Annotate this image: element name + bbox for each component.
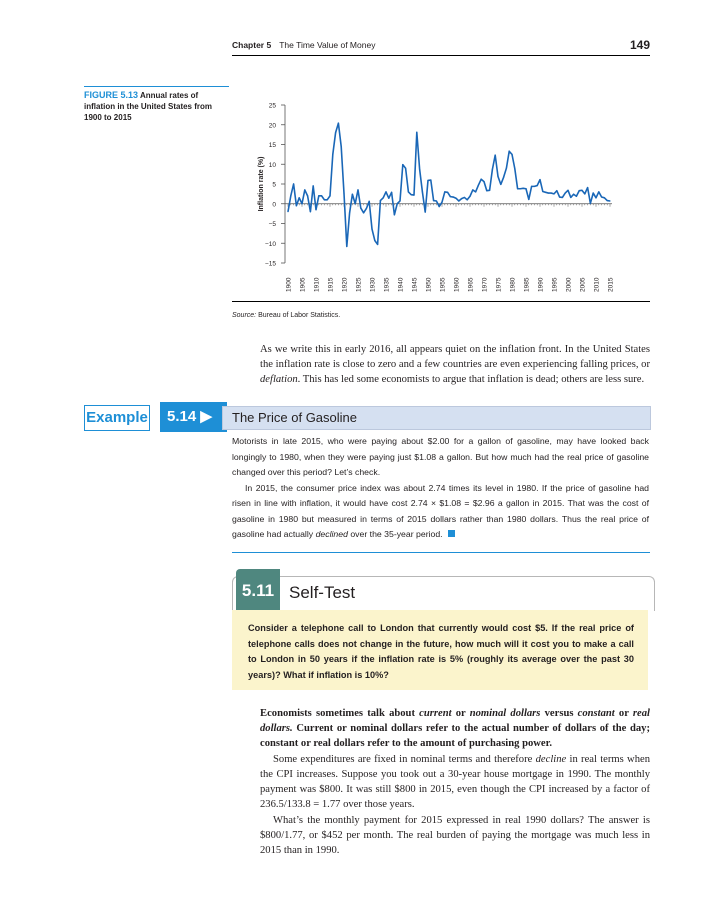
data-point <box>450 196 451 197</box>
x-tick-label: 1985 <box>523 277 531 292</box>
data-point <box>343 193 344 194</box>
data-point <box>310 211 311 212</box>
data-point <box>458 200 459 201</box>
data-point <box>377 244 378 245</box>
data-point <box>520 188 521 189</box>
y-tick-label: −5 <box>268 221 276 228</box>
data-point <box>299 197 300 198</box>
data-point <box>553 193 554 194</box>
data-point <box>525 188 526 189</box>
data-point <box>327 199 328 200</box>
x-tick-label: 1970 <box>481 277 489 292</box>
example-number: 5.14 ▶ <box>160 402 227 432</box>
data-point <box>338 123 339 124</box>
data-point <box>399 200 400 201</box>
data-point <box>290 195 291 196</box>
definition-sentence <box>260 708 650 749</box>
y-axis-label: Inflation rate (%) <box>258 156 265 212</box>
data-point <box>514 168 515 169</box>
example-paragraph-1: Motorists in late 2015, who were paying about $2.00 for a gallon of gasoline, may have looked back longingly to 1980, when they were paying just $1.08 a gallon. But how much had the real price of gasoline changed over this period? Let’s check. <box>232 436 649 477</box>
def-rest: Current or nominal dollars refer to the actual number of dollars of the day; constant or real dollars refer to the amount of purchasing power. <box>260 723 650 749</box>
data-point <box>486 190 487 191</box>
mortgage-text-1: Some expenditures are fixed in nominal terms and therefore <box>273 754 536 765</box>
data-point <box>545 192 546 193</box>
data-point <box>593 192 594 193</box>
data-point <box>397 203 398 204</box>
x-tick-label: 1955 <box>439 277 447 292</box>
source-label: Source: <box>232 312 257 319</box>
x-tick-label: 2015 <box>607 277 615 292</box>
data-point <box>601 196 602 197</box>
data-point <box>318 195 319 196</box>
data-point <box>523 188 524 189</box>
data-point <box>539 179 540 180</box>
data-point <box>391 192 392 193</box>
data-point <box>441 202 442 203</box>
data-point <box>511 154 512 155</box>
x-tick-label: 1925 <box>355 277 363 292</box>
y-tick-label: 25 <box>268 102 276 110</box>
data-point <box>537 185 538 186</box>
x-tick-label: 1900 <box>285 277 293 292</box>
data-point <box>408 191 409 192</box>
def-or-1: or <box>451 708 470 719</box>
example-p2-text: In 2015, the consumer price index was about 2.74 times its level in 1980. If the price of gasoline had risen in line with inflation, it would have cost 2.74 × $1.08 = $2.96 a gallon in 2015. That was the cost of gasoline in 1980 but measured in terms of 2015 dollars rather than 1980 dollars. Thus the real price of gasoline had actually <box>232 482 649 539</box>
data-point <box>500 184 501 185</box>
data-point <box>335 132 336 133</box>
data-point <box>293 183 294 184</box>
data-point <box>355 203 356 204</box>
data-point <box>509 151 510 152</box>
data-point <box>453 196 454 197</box>
y-tick-label: 10 <box>268 161 276 169</box>
data-point <box>469 196 470 197</box>
mortgage-text-2: in real terms when the CPI increases. Suppose you took out a 30-year house mortgage in 1990. The monthly payment was $800. It was still $800 in 2015, even though the CPI increased by a factor of 236.5/133.8 = 1.77 over those years. <box>260 754 650 810</box>
data-point <box>369 201 370 202</box>
real-payment-paragraph: What’s the monthly payment for 2015 expressed in real 1990 dollars? The answer is $800/1.77, or $452 per month. The real burden of paying the mortgage was much less in 2015 than in 1990. <box>260 815 650 856</box>
def-versus: versus <box>540 708 578 719</box>
data-point <box>492 169 493 170</box>
mortgage-paragraph <box>260 752 650 812</box>
example-label: Example <box>84 405 150 431</box>
data-point <box>357 189 358 190</box>
data-point <box>329 195 330 196</box>
nominal-real-paragraph <box>260 706 650 751</box>
data-point <box>307 195 308 196</box>
data-point <box>548 192 549 193</box>
data-point <box>439 206 440 207</box>
inflation-chart <box>0 0 702 320</box>
x-tick-label: 2000 <box>565 277 573 292</box>
y-tick-label: −15 <box>264 260 276 268</box>
example-end-rule <box>232 552 650 553</box>
data-point <box>349 212 350 213</box>
data-point <box>405 168 406 169</box>
x-tick-label: 1975 <box>495 277 503 292</box>
data-point <box>565 192 566 193</box>
data-point <box>581 190 582 191</box>
data-point <box>321 195 322 196</box>
x-tick-label: 1935 <box>383 277 391 292</box>
data-point <box>380 200 381 201</box>
data-point <box>352 194 353 195</box>
data-point <box>411 194 412 195</box>
data-point <box>394 214 395 215</box>
data-point <box>388 198 389 199</box>
x-tick-label: 1940 <box>397 277 405 292</box>
data-point <box>363 212 364 213</box>
data-point <box>315 209 316 210</box>
data-point <box>433 200 434 201</box>
data-point <box>472 189 473 190</box>
data-point <box>528 199 529 200</box>
data-point <box>447 192 448 193</box>
data-point <box>360 207 361 208</box>
figure-caption-text: Annual rates of inflation in the United States from 1900 to 2015 <box>84 91 213 122</box>
data-point <box>573 194 574 195</box>
selftest-title: Self-Test <box>289 583 356 602</box>
data-point <box>475 191 476 192</box>
data-point <box>590 203 591 204</box>
x-tick-label: 1920 <box>341 277 349 292</box>
data-point <box>478 185 479 186</box>
x-tick-label: 1965 <box>467 277 475 292</box>
data-point <box>562 197 563 198</box>
data-point <box>587 187 588 188</box>
data-point <box>531 186 532 187</box>
data-point <box>371 228 372 229</box>
data-point <box>483 181 484 182</box>
data-point <box>556 190 557 191</box>
y-tick-label: 5 <box>272 181 276 189</box>
data-point <box>436 200 437 201</box>
def-part-1: Economists sometimes talk about <box>260 708 420 719</box>
x-tick-label: 1980 <box>509 277 517 292</box>
figure-source <box>232 312 340 319</box>
data-point <box>495 155 496 156</box>
figure-label: FIGURE 5.13 <box>84 90 139 100</box>
data-point <box>416 132 417 133</box>
data-point <box>579 190 580 191</box>
data-point <box>576 196 577 197</box>
x-tick-label: 1930 <box>369 277 377 292</box>
example-body <box>232 434 649 543</box>
data-point <box>595 197 596 198</box>
data-point <box>346 246 347 247</box>
data-point <box>503 177 504 178</box>
y-tick-label: 15 <box>268 142 276 149</box>
end-of-example-icon <box>448 530 455 537</box>
data-point <box>467 199 468 200</box>
data-point <box>383 197 384 198</box>
data-point <box>425 211 426 212</box>
def-em-nominal: nominal dollars <box>469 708 541 719</box>
x-tick-label: 2005 <box>579 277 587 292</box>
def-em-real: real dollars. <box>260 708 650 734</box>
data-point <box>301 203 302 204</box>
data-point <box>517 188 518 189</box>
data-point <box>402 164 403 165</box>
x-tick-label: 1950 <box>425 277 433 292</box>
data-point <box>413 194 414 195</box>
intro-paragraph <box>260 342 650 387</box>
x-tick-label: 1960 <box>453 277 461 292</box>
data-point <box>296 205 297 206</box>
x-tick-label: 1995 <box>551 277 559 292</box>
selftest-text: Consider a telephone call to London that currently would cost $5. If the real price of telephone calls does not change in the future, how much will it cost you to make a call to London in 50 years if the inflation rate is 5% (roughly its average over the past 30 years)? What if inflation is 10%? <box>248 623 634 680</box>
data-point <box>419 168 420 169</box>
figure-bottom-rule <box>232 301 650 302</box>
y-tick-label: −10 <box>264 240 276 248</box>
inflation-series-line <box>288 123 610 246</box>
data-point <box>534 186 535 187</box>
example-paragraph-2 <box>232 481 649 543</box>
chapter-title: The Time Value of Money <box>279 40 376 50</box>
data-point <box>422 191 423 192</box>
example-title: The Price of Gasoline <box>232 410 358 425</box>
x-tick-label: 1905 <box>299 277 307 292</box>
y-tick-label: 0 <box>272 201 276 209</box>
data-point <box>570 197 571 198</box>
mortgage-em: decline <box>535 754 567 765</box>
page-number: 149 <box>629 38 650 52</box>
data-point <box>542 191 543 192</box>
data-point <box>559 196 560 197</box>
data-point <box>609 200 610 201</box>
def-em-constant: constant <box>577 708 615 719</box>
def-or-2: or <box>614 708 633 719</box>
data-point <box>551 192 552 193</box>
x-tick-label: 1910 <box>313 277 321 292</box>
data-point <box>461 198 462 199</box>
data-point <box>341 146 342 147</box>
data-point <box>604 197 605 198</box>
data-point <box>385 191 386 192</box>
data-point <box>313 185 314 186</box>
x-tick-label: 1990 <box>537 277 545 292</box>
data-point <box>304 189 305 190</box>
data-point <box>489 190 490 191</box>
data-point <box>497 176 498 177</box>
data-point <box>455 198 456 199</box>
data-point <box>366 208 367 209</box>
data-point <box>427 180 428 181</box>
x-tick-label: 2010 <box>593 277 601 292</box>
data-point <box>332 154 333 155</box>
y-tick-label: 20 <box>268 122 276 130</box>
data-point <box>481 179 482 180</box>
example-p2-emphasis: declined <box>315 529 348 539</box>
source-text: Bureau of Labor Statistics. <box>258 312 341 319</box>
x-tick-label: 1915 <box>327 277 335 292</box>
data-point <box>374 240 375 241</box>
data-point <box>430 179 431 180</box>
intro-text: As we write this in early 2016, all appears quiet on the inflation front. In the United States the inflation rate is close to zero and a few countries are even experiencing falling prices, or deflation. This has led some economists to argue that inflation is dead; others are less sure. <box>260 344 650 385</box>
data-point <box>584 193 585 194</box>
data-point <box>464 197 465 198</box>
def-em-current: current <box>419 708 452 719</box>
data-point <box>567 190 568 191</box>
example-p2-end: over the 35-year period. <box>347 529 443 539</box>
chapter-label: Chapter 5 <box>232 40 272 50</box>
data-point <box>607 200 608 201</box>
data-point <box>287 211 288 212</box>
data-point <box>444 191 445 192</box>
x-tick-label: 1945 <box>411 277 419 292</box>
data-point <box>598 191 599 192</box>
data-point <box>324 199 325 200</box>
data-point <box>506 168 507 169</box>
selftest-number: 5.11 <box>236 569 280 613</box>
